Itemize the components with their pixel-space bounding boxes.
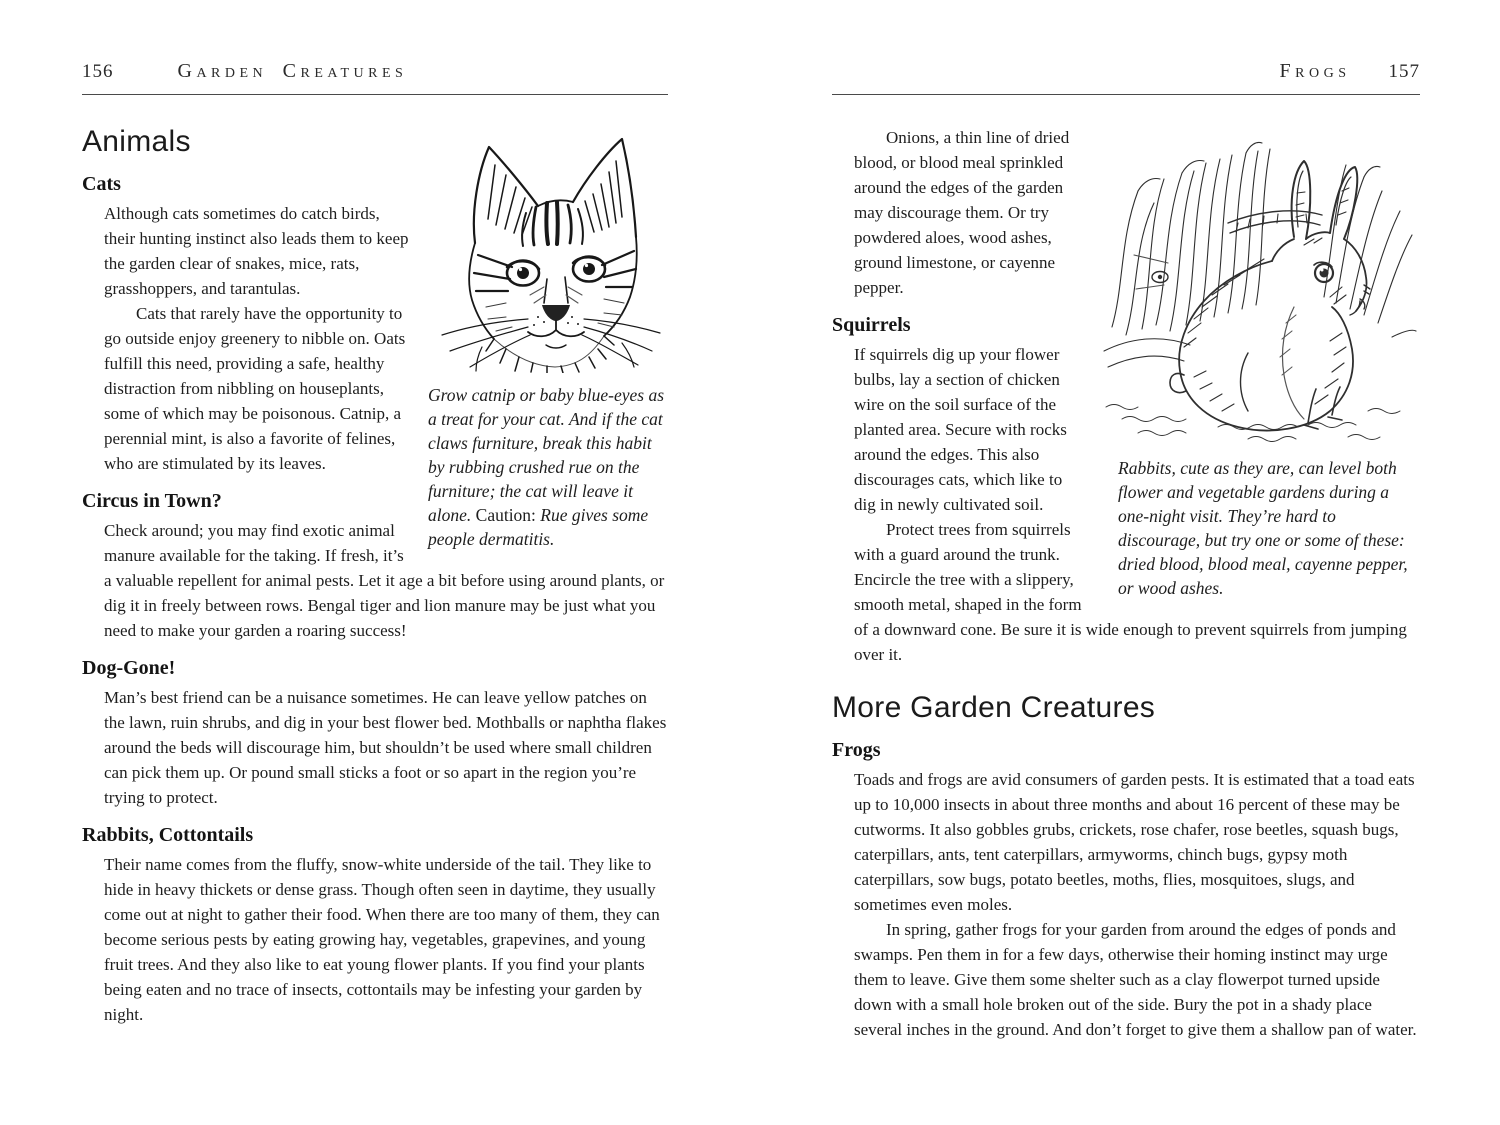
paragraph-cats-2: Cats that rarely have the opportunity to go outside enjoy greenery to nibble on. Oats fulfill this need, providing a safe, healthy distraction from nibbling on houseplants, some of which may be poisonous. Catnip, a perennial mint, is also a favorite of felines, who are stimulated by its leaves. [104,304,406,473]
page-right [832,60,1420,1042]
subhead-dog: Dog-Gone! [82,657,176,679]
cat-caption-roman: Caution: [475,505,541,525]
paragraph-onions: Onions, a thin line of dried blood, or blood meal sprinkled around the edges of the garden may discourage them. Or try powdered aloes, wood ashes, ground limestone, or cayenne pepper. [854,128,1070,297]
cat-illustration [426,127,666,373]
paragraph-frogs-1: Toads and frogs are avid consumers of garden pests. It is estimated that a toad eats up to 10,000 insects in about three months and about 16 percent of these may be cutworms. It also gobbles grubs, crickets, rose chafer, rose beetles, squash bugs, caterpillars, ants, tent caterpillars, armyworms, chinch bugs, gypsy moth caterpillars, sow bugs, potato beetles, moths, flies, mosquitoes, slugs, and sometimes even moles. [854,770,1415,914]
rabbit-illustration [1098,127,1418,442]
paragraph-squirrels-2: Protect trees from squirrels with a guard around the trunk. Encircle the tree with a slippery, smooth metal, shaped in the form of a downward cone. Be sure it is wide enough to prevent squirrels from jumping over it. [854,520,1407,664]
paragraph-squirrels-1: If squirrels dig up your flower bulbs, lay a section of chicken wire on the soil surface of the planted area. Secure with rocks around the edges. This also discourages cats, which like to dig in newly cultivated soil. [854,345,1067,514]
running-head-right: Frogs [1279,60,1351,82]
subhead-cats: Cats [82,173,121,195]
page-number-right: 157 [1388,61,1420,82]
rabbit-caption: Rabbits, cute as they are, can level both flower and vegetable gardens during a one-night visit. They’re hard to discourage, but try one or some of these: dried blood, blood meal, cayenne pepper, or wood ashes. [1118,458,1408,598]
section-title-animals: Animals [82,125,191,158]
paragraph-circus-1: Check around; you may find exotic animal manure available for the taking. If fresh, it’s a valuable repellent for animal pests. Let it age a bit before using around plants, or dig it in freely between rows. Bengal tiger and lion manure may be just what you need to make your garden a roaring success! [104,521,665,640]
rabbit-figure [1098,127,1420,600]
page-header-right [832,60,1420,95]
page-header-left [82,60,668,95]
running-head-left: Garden Creatures [177,60,408,82]
subhead-frogs: Frogs [832,739,881,761]
paragraph-dog-1: Man’s best friend can be a nuisance sometimes. He can leave yellow patches on the lawn, ruin shrubs, and dig in your best flower bed. Mothballs or naphtha flakes around the beds will discourage him, but shouldn’t be used where small children can pick them up. Or pound small sticks a foot or so apart in the region you’re trying to protect. [104,688,667,807]
cat-caption-italic-1: Grow catnip or baby blue-eyes as a treat for your cat. And if the cat claws furniture, break this habit by rubbing crushed rue on the furniture; the cat will leave it alone. [428,385,665,525]
page-number-left: 156 [82,61,114,82]
subhead-squirrels: Squirrels [832,314,911,336]
section-title-more-garden-creatures: More Garden Creatures [832,691,1156,724]
page-left [82,60,668,1027]
paragraph-rabbits-1: Their name comes from the fluffy, snow-white underside of the tail. They like to hide in heavy thickets or dense grass. Though often seen in daytime, they usually come out at night to gather their food. When there are too many of them, they can become serious pests by eating growing hay, vegetables, grapevines, and young fruit trees. And they also like to eat young flower plants. If you find your plants being eaten and no trace of insects, cottontails may be infesting your garden by night. [104,855,660,1024]
page-left-content [82,95,668,1027]
page-right-content [832,95,1420,1042]
cat-caption [428,383,668,551]
cat-caption-italic-2: Rue gives some people dermatitis. [428,505,649,549]
cat-figure [426,127,668,551]
paragraph-frogs-2: In spring, gather frogs for your garden from around the edges of ponds and swamps. Pen them in for a few days, otherwise their homing instinct may urge them to leave. Give them some shelter such as a clay flowerpot turned upside down with a small hole broken out of the side. Bury the pot in a shady place several inches in the ground. And don’t forget to give them a shallow pan of water. [854,920,1417,1039]
subhead-circus: Circus in Town? [82,490,222,512]
paragraph-cats-1: Although cats sometimes do catch birds, their hunting instinct also leads them to keep the garden clear of snakes, mice, rats, grasshoppers, and tarantulas. [104,204,409,298]
subhead-rabbits-cottontails: Rabbits, Cottontails [82,824,254,846]
